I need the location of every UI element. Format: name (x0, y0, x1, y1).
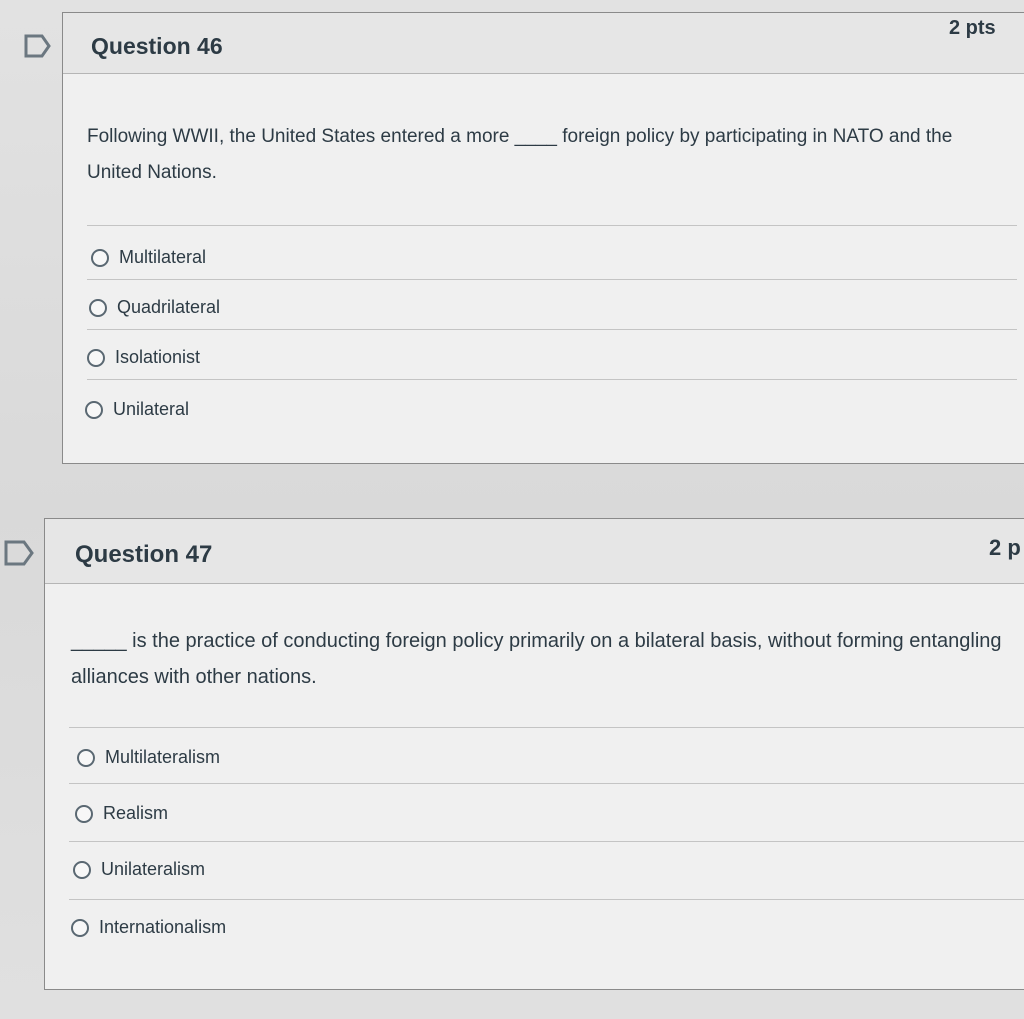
answer-label: Realism (103, 803, 169, 823)
answer-option[interactable] (77, 747, 220, 768)
question-text: Following WWII, the United States entered a more ____ foreign policy by participating in NATO and the United Nations. (87, 126, 953, 183)
answer-option[interactable] (85, 399, 189, 420)
answer-label: Internationalism (99, 917, 227, 937)
radio-button[interactable] (71, 919, 89, 937)
bookmark-flag-icon[interactable] (4, 540, 36, 566)
question-title: Question 46 (91, 33, 223, 59)
answer-option[interactable] (87, 347, 200, 368)
radio-button[interactable] (73, 861, 91, 879)
question-card (62, 12, 1024, 464)
divider (87, 225, 1017, 226)
divider (87, 379, 1017, 380)
question-text: _____ is the practice of conducting foreign policy primarily on a bilateral basis, without forming entangling alliances with other nations. (71, 630, 1002, 688)
answer-option[interactable] (91, 247, 206, 268)
radio-button[interactable] (75, 805, 93, 823)
answer-option[interactable] (71, 917, 226, 938)
divider (69, 727, 1024, 728)
divider (69, 899, 1024, 900)
question-points: 2 pts (949, 17, 996, 39)
answer-label: Quadrilateral (117, 297, 221, 317)
question-header (63, 13, 1024, 74)
answer-option[interactable] (89, 297, 220, 318)
answer-option[interactable] (73, 859, 205, 880)
question-title: Question 47 (75, 541, 213, 568)
radio-button[interactable] (91, 249, 109, 267)
radio-button[interactable] (77, 749, 95, 767)
answer-option[interactable] (75, 803, 168, 824)
answer-label: Unilateralism (101, 859, 206, 879)
divider (87, 329, 1017, 330)
question-points: 2 p (989, 535, 1021, 560)
bookmark-flag-icon[interactable] (24, 34, 52, 58)
radio-button[interactable] (89, 299, 107, 317)
answer-label: Unilateral (113, 399, 190, 419)
answer-label: Isolationist (115, 347, 201, 367)
radio-button[interactable] (87, 349, 105, 367)
divider (87, 279, 1017, 280)
question-card (44, 518, 1024, 990)
divider (69, 841, 1024, 842)
answer-label: Multilateral (119, 247, 207, 267)
radio-button[interactable] (85, 401, 103, 419)
question-header (45, 519, 1024, 584)
divider (69, 783, 1024, 784)
answer-label: Multilateralism (105, 747, 221, 767)
